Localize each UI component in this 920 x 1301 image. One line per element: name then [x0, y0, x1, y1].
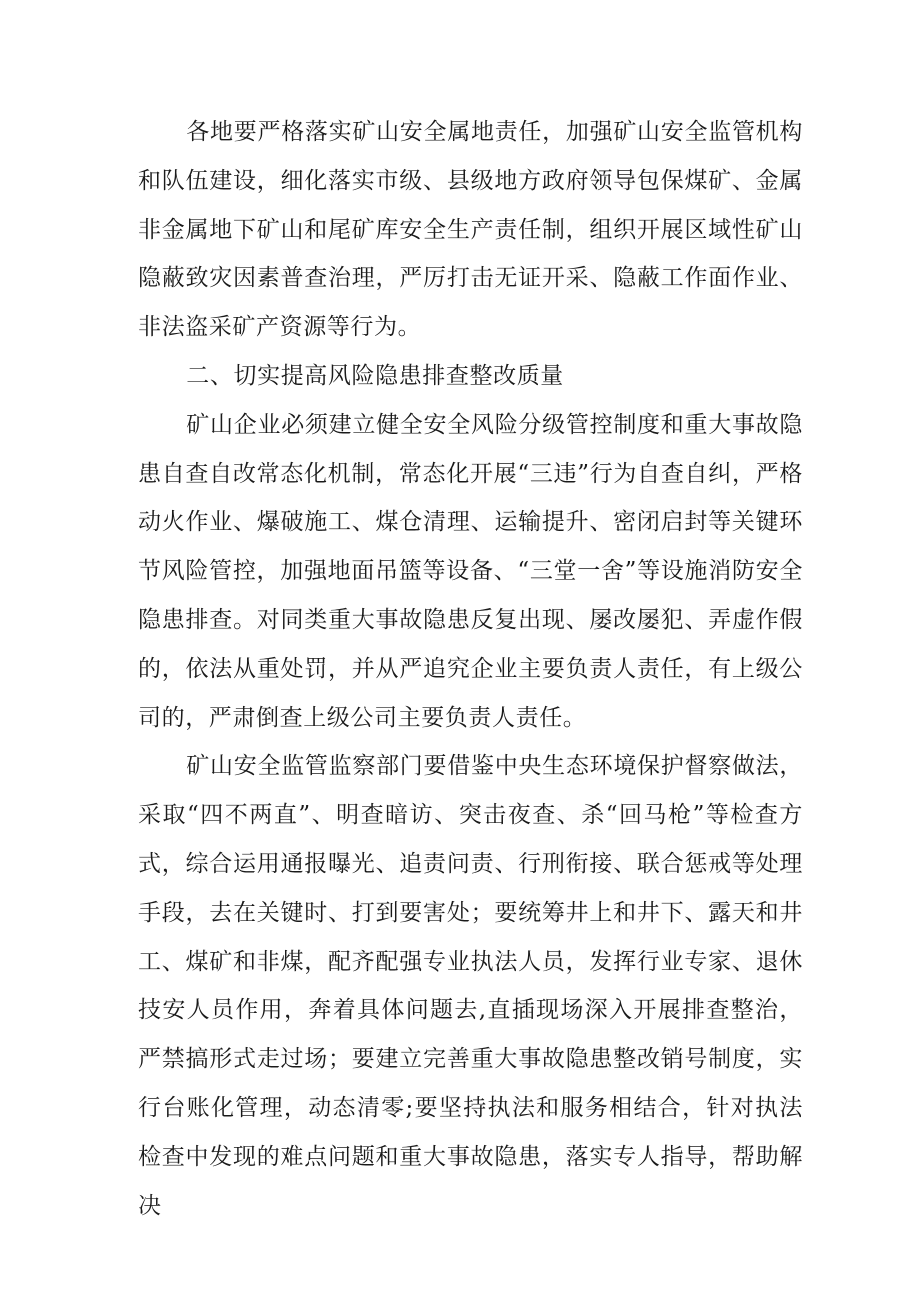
paragraph-supervision-methods: 矿山安全监管监察部门要借鉴中央生态环境保护督察做法，采取“四不两直”、明查暗访、突击夜查、杀“回马枪”等检查方式，综合运用通报曝光、追责问责、行刑衔接、联合惩戒等处理手段，去在关键时、打到要害处；要统筹井上和井下、露天和井工、煤矿和非煤，配齐配强专业执法人员，发挥行业专家、退休技安人员作用，奔着具体问题去,直插现场深入开展排查整治，严禁搞形式走过场；要建立完善重大事故隐患整改销号制度，实行台账化管理，动态清零;要坚持执法和服务相结合，针对执法检查中发现的难点问题和重大事故隐患，落实专人指导，帮助解决	[138, 753, 803, 1219]
document-body	[138, 108, 803, 1230]
paragraph-local-responsibility: 各地要严格落实矿山安全属地责任，加强矿山安全监管机构和队伍建设，细化落实市级、县级地方政府领导包保煤矿、金属非金属地下矿山和尾矿库安全生产责任制，组织开展区域性矿山隐蔽致灾因素普查治理，严厉打击无证开采、隐蔽工作面作业、非法盗采矿产资源等行为。	[138, 119, 803, 341]
paragraph-enterprise-duties: 矿山企业必须建立健全安全风险分级管控制度和重大事故隐患自查自改常态化机制，常态化开展“三违”行为自查自纠，严格动火作业、爆破施工、煤仓清理、运输提升、密闭启封等关键环节风险管控，加强地面吊篮等设备、“三堂一舍”等设施消防安全隐患排查。对同类重大事故隐患反复出现、屡改屡犯、弄虚作假的，依法从重处罚，并从严追究企业主要负责人责任，有上级公司的，严肃倒查上级公司主要负责人责任。	[138, 411, 803, 731]
section-heading-2: 二、切实提高风险隐患排查整改质量	[186, 362, 564, 389]
